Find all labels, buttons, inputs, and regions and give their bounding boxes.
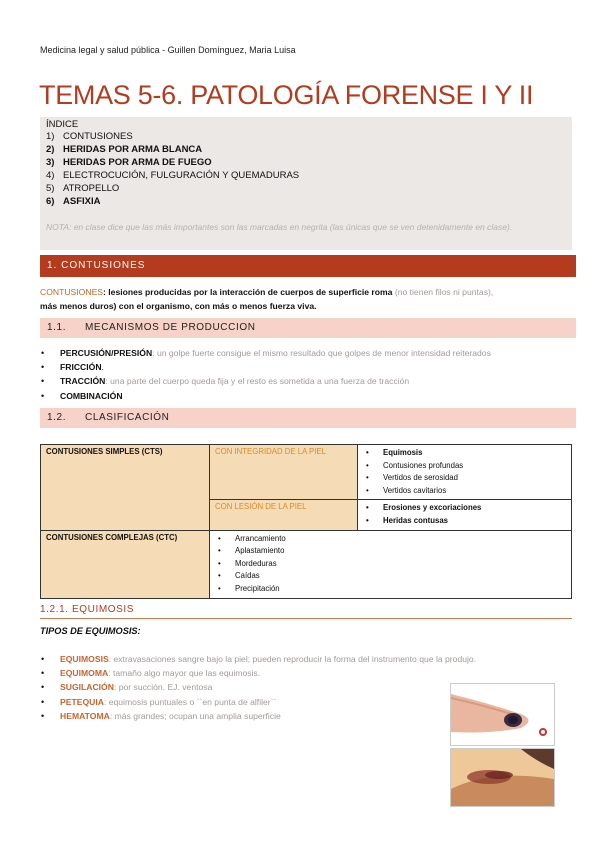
- classification-table: [40, 444, 572, 599]
- index-title: ÍNDICE: [46, 119, 79, 130]
- index-item: 4) ELECTROCUCIÓN, FULGURACIÓN Y QUEMADURAS: [46, 170, 300, 181]
- table-cell-lesion: CON LESIÓN DE LA PIEL: [210, 500, 358, 530]
- index-item: 6) ASFIXIA: [46, 196, 101, 207]
- index-item: 2) HERIDAS POR ARMA BLANCA: [46, 144, 203, 155]
- list-item: • EQUIMOMA: tamaño algo mayor que las equimosis.: [40, 666, 580, 680]
- finger-bruise-photo: [450, 683, 555, 746]
- table-cell-lesion-items: • Erosiones y excoriaciones • Heridas contusas: [358, 500, 572, 530]
- section-heading-contusiones: 1. CONTUSIONES: [40, 255, 576, 277]
- list-item: • TRACCIÓN: una parte del cuerpo queda fija y el resto es sometida a una fuerza de tracción: [40, 374, 580, 388]
- table-cell-complex-items: • Arrancamiento • Aplastamiento • Mordeduras • Caídas • Precipitación: [210, 530, 572, 598]
- index-item: 1) CONTUSIONES: [46, 131, 133, 142]
- table-cell-integrity: CON INTEGRIDAD DE LA PIEL: [210, 445, 358, 500]
- running-header: Medicina legal y salud pública - Guillen Domínguez, Maria Luisa: [40, 45, 296, 55]
- index-list: [46, 130, 566, 208]
- contusiones-definition: CONTUSIONES: lesiones producidas por la interacción de cuerpos de superficie roma (no tienen filos ni puntas), más menos duros) con el organismo, con más o menos fuerza viva.: [40, 287, 494, 311]
- index-box: [40, 117, 572, 250]
- table-cell-complex: CONTUSIONES COMPLEJAS (CTC): [41, 530, 210, 598]
- list-item: • PETEQUIA: equimosis puntuales o ``en punta de alfiler``: [40, 695, 580, 709]
- list-item: • EQUIMOSIS: extravasaciones sangre bajo la piel; pueden reproducir la forma del instrumento que la produjo.: [40, 652, 580, 666]
- list-item: • COMBINACIÓN: [40, 389, 580, 403]
- list-item: • PERCUSIÓN/PRESIÓN: un golpe fuerte consigue el mismo resultado que golpes de menor intensidad reiterados: [40, 346, 580, 360]
- page-title: TEMAS 5-6. PATOLOGÍA FORENSE I Y II: [39, 80, 534, 110]
- list-item: • FRICCIÓN.: [40, 360, 580, 374]
- subsection-heading-mecanismos: 1.1. MECANISMOS DE PRODUCCION: [40, 318, 576, 338]
- list-item: • HEMATOMA: más grandes; ocupan una amplia superficie: [40, 709, 580, 723]
- index-note: NOTA: en clase dice que las más importantes son las marcadas en negrita (las únicas que se ven detenidamente en clase).: [46, 222, 513, 232]
- subsection-heading-clasificacion: 1.2. CLASIFICACIÓN: [40, 408, 576, 428]
- subsection-heading-equimosis: 1.2.1. EQUIMOSIS: [40, 604, 135, 615]
- hematoma-photo: [450, 748, 555, 807]
- table-cell-simple: CONTUSIONES SIMPLES (CTS): [41, 445, 210, 531]
- mecanismos-list: [40, 346, 580, 403]
- equimosis-types-heading: TIPOS DE EQUIMOSIS:: [40, 626, 141, 636]
- table-cell-integrity-items: • Equimosis • Contusiones profundas • Vertidos de serosidad • Vertidos cavitarios: [358, 445, 572, 500]
- divider: [40, 618, 572, 619]
- index-item: 5) ATROPELLO: [46, 183, 120, 194]
- list-item: • SUGILACIÓN: por succión. EJ. ventosa: [40, 680, 580, 694]
- index-item: 3) HERIDAS POR ARMA DE FUEGO: [46, 157, 212, 168]
